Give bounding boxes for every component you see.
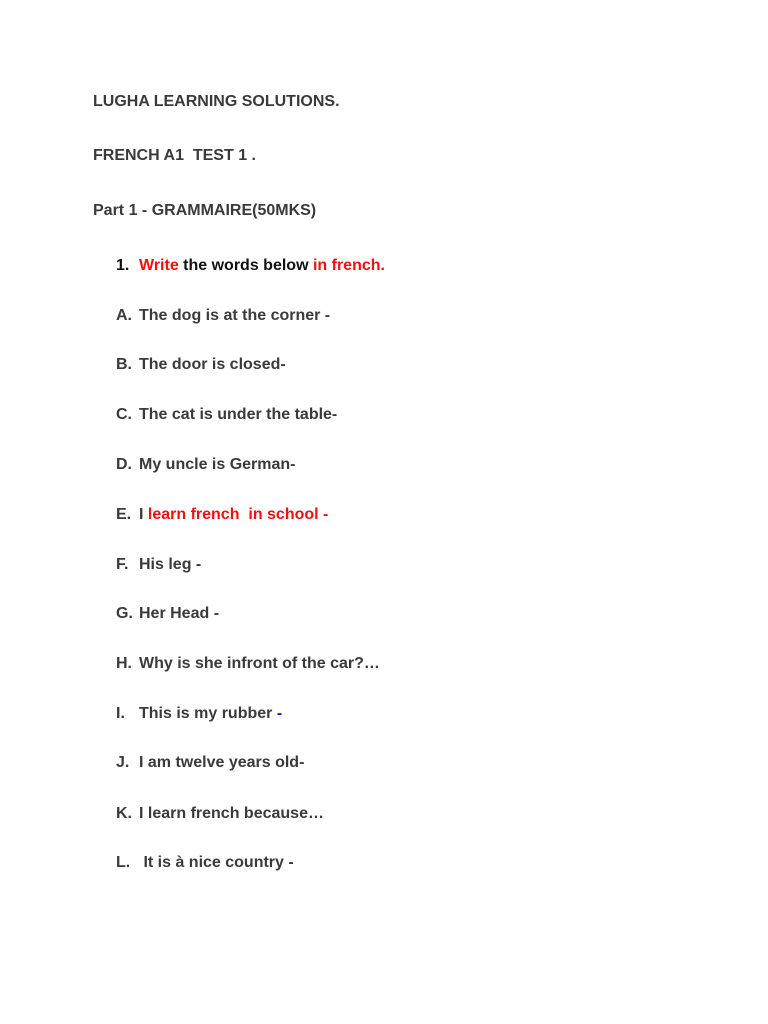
item-label: A.	[116, 307, 132, 324]
item-prefix: I	[139, 506, 148, 523]
instruction-tail: in french.	[312, 257, 385, 274]
item-label: F.	[116, 556, 129, 573]
item-text: My uncle is German-	[139, 456, 296, 473]
item-text: The cat is under the table-	[139, 406, 338, 423]
item-label: B.	[116, 356, 132, 373]
item-text: The door is closed-	[139, 356, 286, 373]
item-label: E.	[116, 506, 132, 523]
part-title: Part 1 - GRAMMAIRE(50MKS)	[93, 202, 317, 219]
school-name: LUGHA LEARNING SOLUTIONS.	[93, 93, 340, 110]
item-label: I.	[116, 705, 125, 722]
item-label: D.	[116, 456, 132, 473]
item-text	[139, 505, 328, 525]
item-highlight: learn french in school -	[147, 506, 329, 523]
test-title: FRENCH A1 TEST 1 .	[93, 147, 256, 164]
item-label: G.	[116, 605, 133, 622]
instruction-middle: the words below	[178, 257, 313, 274]
item-text: I am twelve years old-	[139, 754, 305, 771]
item-text: Her Head -	[139, 605, 220, 622]
item-label: J.	[116, 754, 130, 771]
item-text: Why is she infront of the car?…	[139, 655, 380, 672]
item-label: L.	[116, 854, 131, 871]
item-label: C.	[116, 406, 132, 423]
item-dash: -	[276, 705, 283, 722]
item-label: H.	[116, 655, 132, 672]
item-text: The dog is at the corner -	[139, 307, 331, 324]
item-label: K.	[116, 805, 132, 822]
item-text: It is à nice country -	[139, 854, 294, 871]
item-main: This is my rubber	[139, 705, 277, 722]
item-text: I learn french because…	[139, 805, 324, 822]
item-text	[139, 704, 282, 724]
instruction-write: Write	[139, 257, 179, 274]
instruction-text	[139, 256, 385, 276]
instruction-number: 1.	[116, 257, 130, 274]
item-text: His leg -	[139, 556, 202, 573]
